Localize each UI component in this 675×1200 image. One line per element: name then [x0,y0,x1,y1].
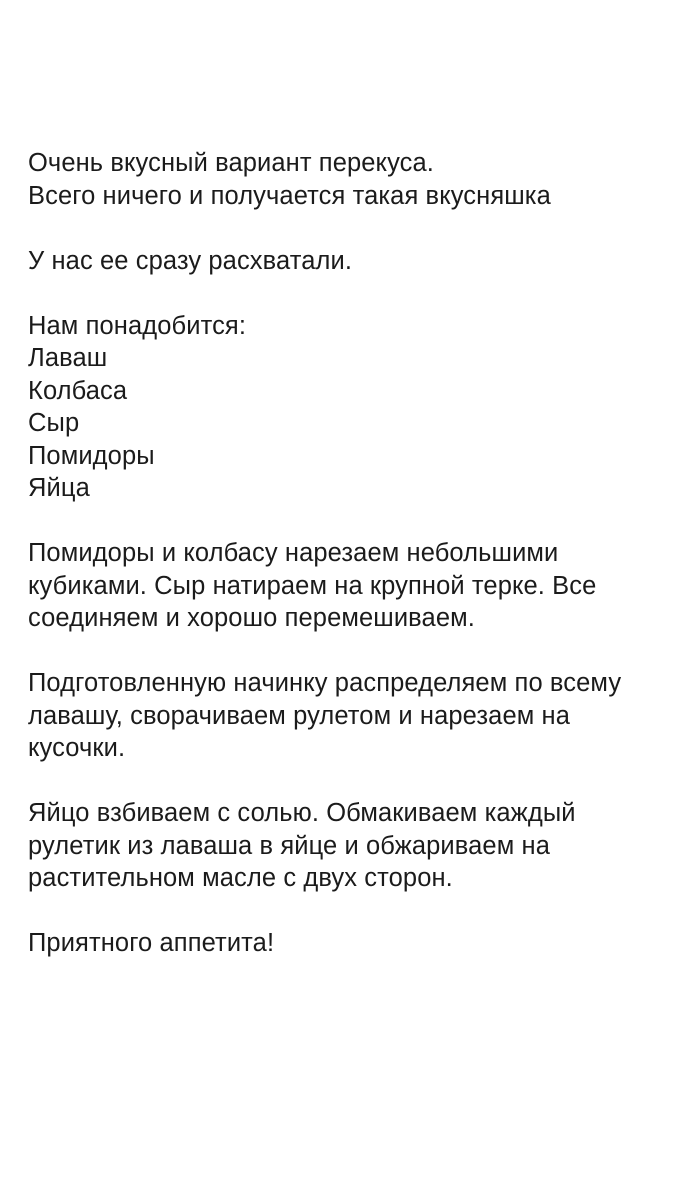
ingredient-item: Помидоры [28,441,155,470]
comment-line: У нас ее сразу расхватали. [28,246,353,275]
step-paragraph [28,797,648,895]
ingredients-heading: Нам понадобится: [28,311,247,340]
ingredient-item: Сыр [28,409,80,437]
intro-line: Всего ничего и получается такая вкусняшка [28,181,551,210]
recipe-note [28,147,648,960]
comment-paragraph [28,245,648,278]
step-line: растительном масле с двух сторон. [28,864,453,892]
step-line: Яйцо взбиваем с солью. Обмакиваем каждый [28,799,576,827]
closing-paragraph [28,927,648,960]
intro-paragraph [28,147,648,212]
step-line: кубиками. Сыр натираем на крупной терке. Все [28,571,597,600]
ingredient-item: Лаваш [28,344,108,372]
intro-line: Очень вкусный вариант перекуса. [28,149,434,177]
step-line: лавашу, сворачиваем рулетом и нарезаем на [28,701,571,730]
step-line: Подготовленную начинку распределяем по всему [28,669,622,697]
ingredient-item: Колбаса [28,376,128,405]
step-line: Помидоры и колбасу нарезаем небольшими [28,539,559,567]
step-line: соединяем и хорошо перемешиваем. [28,604,475,632]
step-paragraph [28,537,648,635]
ingredients-paragraph [28,310,648,505]
closing-line: Приятного аппетита! [28,929,275,957]
step-paragraph [28,667,648,765]
ingredient-item: Яйца [28,474,90,502]
step-line: рулетик из лаваша в яйце и обжариваем на [28,831,550,860]
step-line: кусочки. [28,734,126,762]
